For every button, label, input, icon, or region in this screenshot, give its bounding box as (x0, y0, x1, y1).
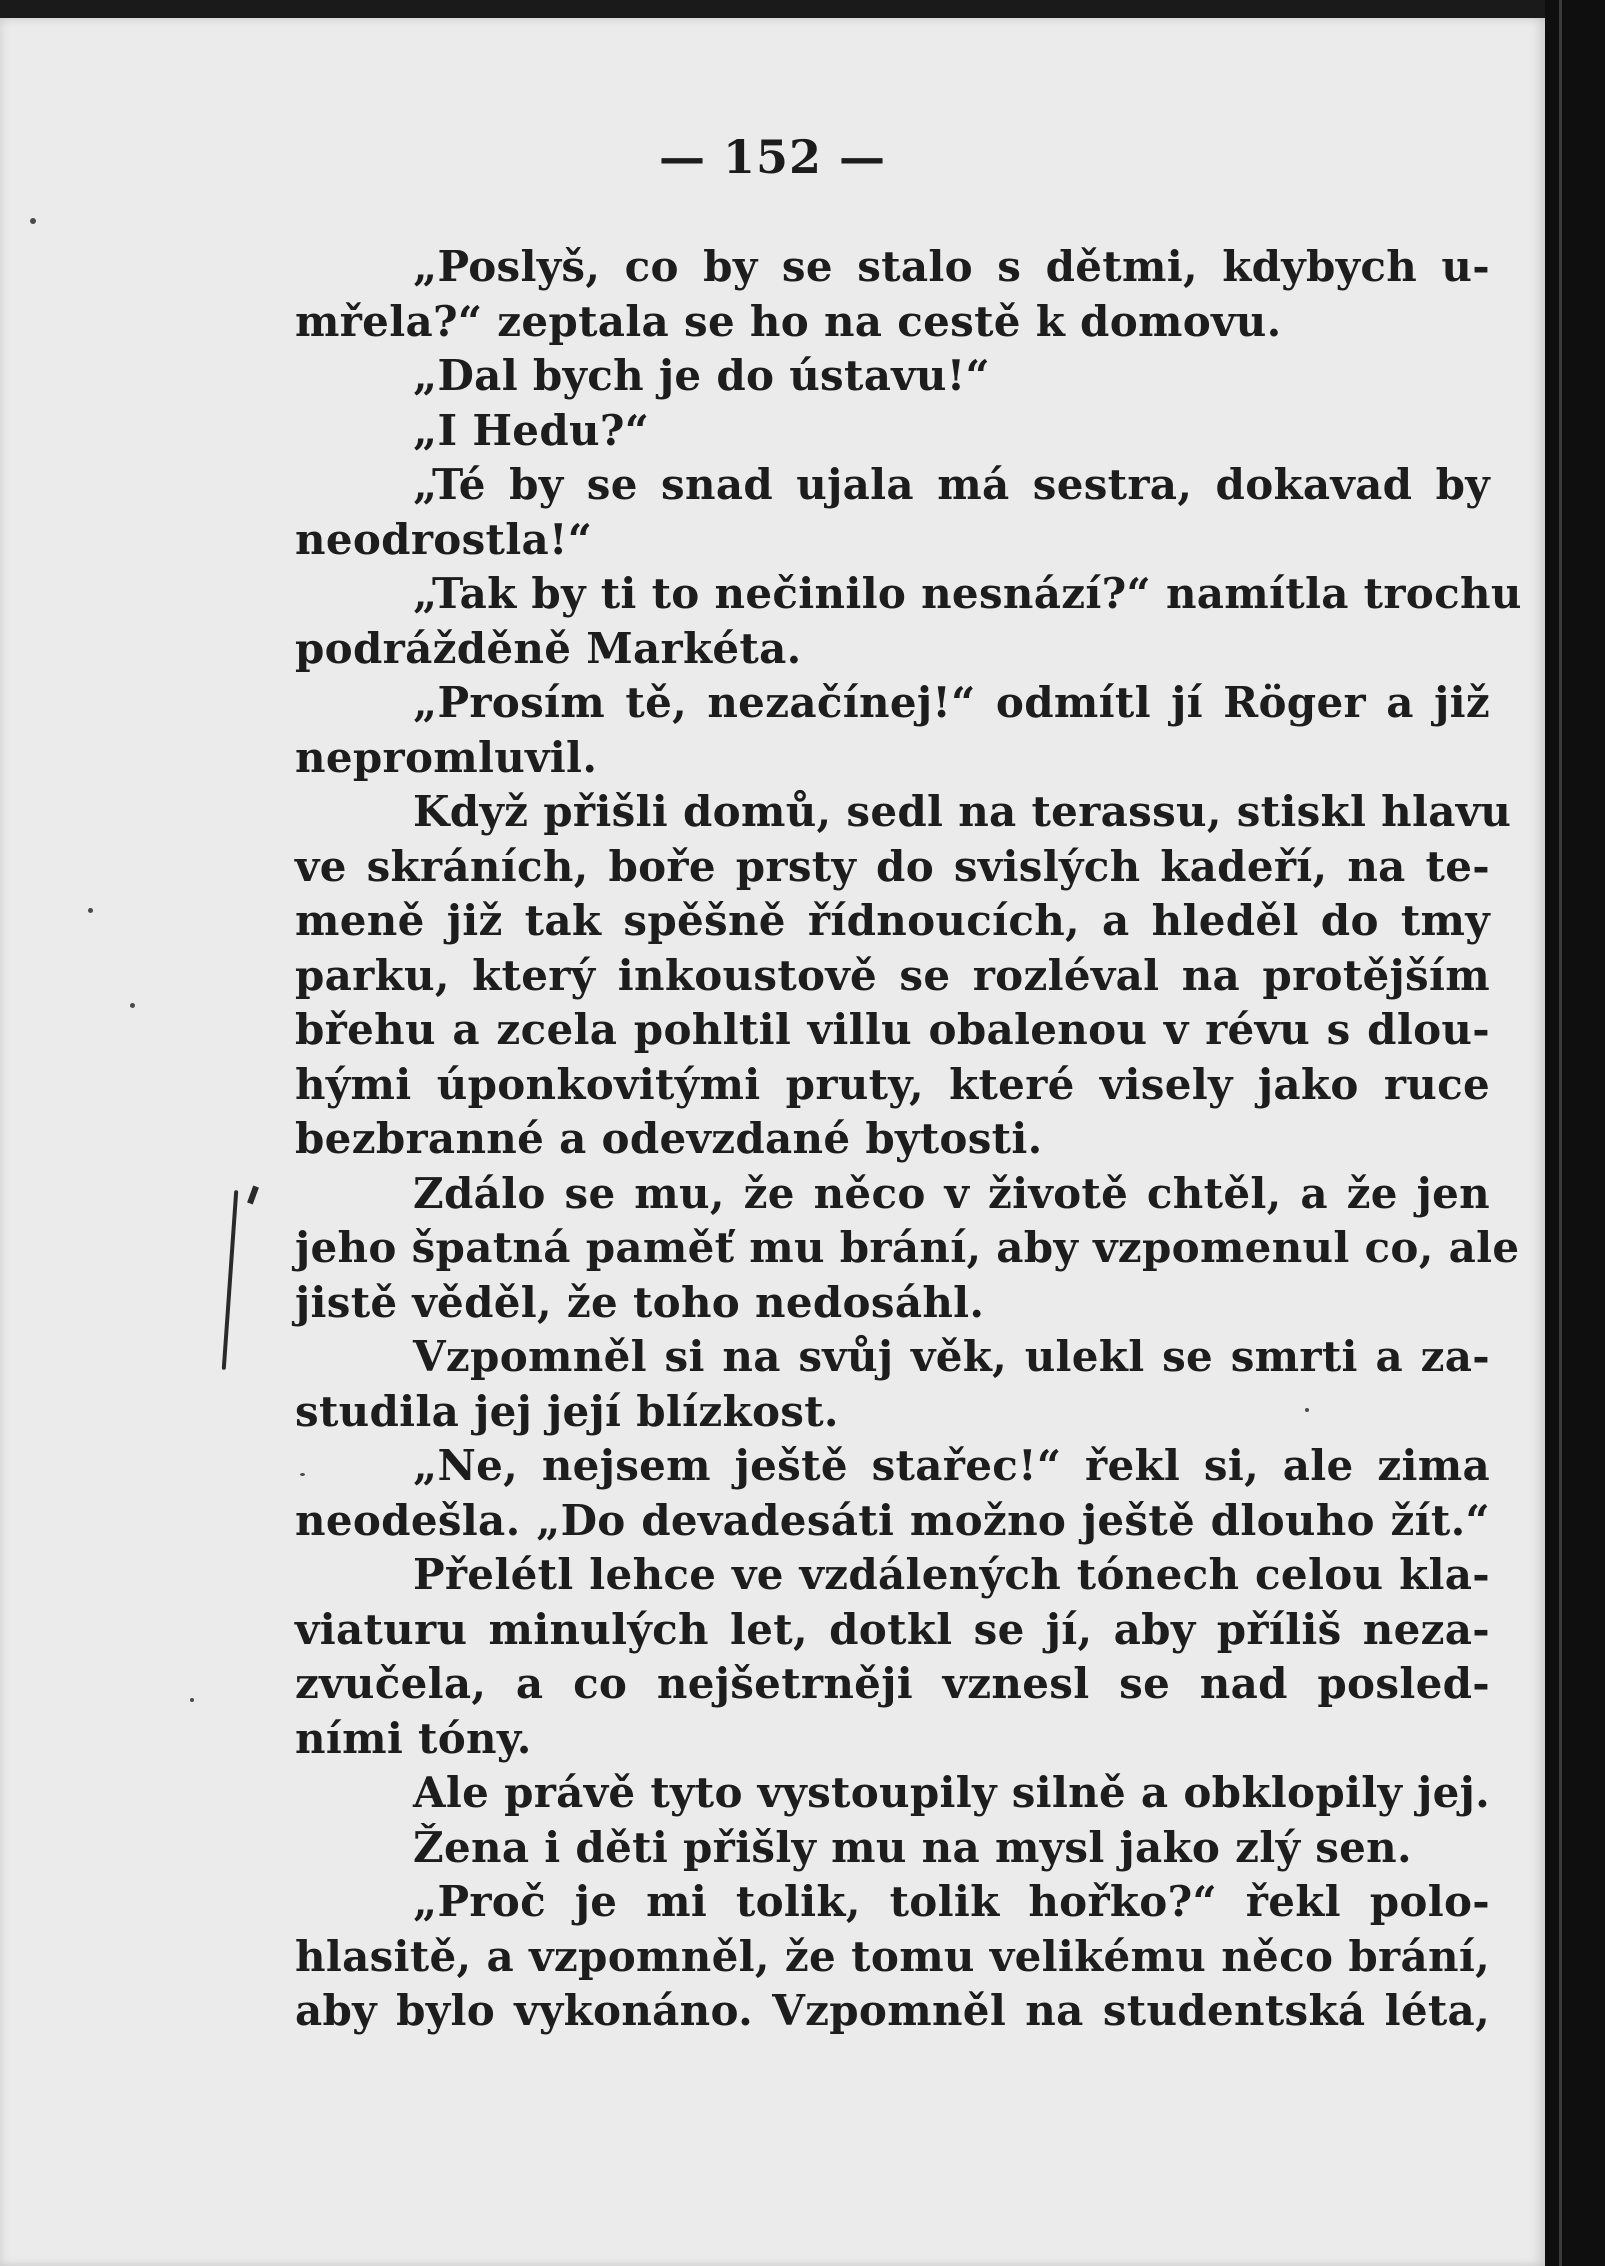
scan-right-edge (1545, 0, 1605, 2266)
text-line: „Prosím tě, nezačínej!“ odmítl jí Röger a již (413, 678, 1490, 727)
text-line: jeho špatná paměť mu brání, aby vzpomenul co, ale (295, 1223, 1520, 1272)
paper-speck (300, 1473, 305, 1476)
text-line: meně již tak spěšně řídnoucích, a hleděl do tmy (295, 896, 1490, 945)
text-line: hlasitě, a vzpomněl, že tomu velikému něco brání, (295, 1931, 1490, 1981)
text-line: „Ne, nejsem ještě stařec!“ řekl si, ale zima (413, 1441, 1490, 1490)
paper-speck (130, 1003, 135, 1008)
text-line: „I Hedu?“ (413, 405, 650, 455)
paper-speck (1305, 1408, 1309, 1412)
page-gutter-line (1559, 0, 1562, 2266)
text-line: Žena i děti přišly mu na mysl jako zlý sen. (413, 1822, 1412, 1872)
paper-speck (190, 1698, 194, 1702)
text-line: Ale právě tyto vystoupily silně a obklopily jej. (413, 1768, 1491, 1817)
text-line: břehu a zcela pohltil villu obalenou v révu s dlou- (295, 1005, 1490, 1054)
margin-pencil-tick (247, 1186, 259, 1205)
text-line: hými úponkovitými pruty, které visely jako ruce (295, 1059, 1490, 1109)
scan-top-edge (0, 0, 1605, 18)
text-line: „Tak by ti to nečinilo nesnází?“ namítla trochu (413, 569, 1522, 618)
margin-pencil-mark (222, 1190, 239, 1370)
text-line: aby bylo vykonáno. Vzpomněl na studentská léta, (295, 1986, 1490, 2035)
text-line: viaturu minulých let, dotkl se jí, aby příliš neza- (295, 1604, 1490, 1654)
text-line: „Proč je mi tolik, tolik hořko?“ řekl polo- (413, 1877, 1490, 1926)
paper-speck (88, 908, 93, 913)
text-line: zvučela, a co nejšetrněji vznesl se nad posled- (295, 1659, 1490, 1708)
body-text (295, 240, 1522, 2039)
paper-speck (30, 218, 36, 224)
text-line: Zdálo se mu, že něco v životě chtěl, a že jen (413, 1168, 1490, 1218)
text-line: „Dal bych je do ústavu!“ (413, 351, 990, 400)
text-line: studila jej její blízkost. (295, 1386, 839, 1436)
text-line: jistě věděl, že toho nedosáhl. (295, 1277, 985, 1327)
text-line: Když přišli domů, sedl na terassu, stiskl hlavu (413, 787, 1512, 836)
book-page (0, 18, 1545, 2266)
text-line: bezbranné a odevzdané bytosti. (295, 1114, 1043, 1163)
text-line: ve skráních, boře prsty do svislých kadeří, na te- (295, 841, 1490, 891)
text-line: nepromluvil. (295, 732, 598, 782)
text-line: ními tóny. (295, 1713, 532, 1763)
text-line: neodešla. „Do devadesáti možno ještě dlouho žít.“ (295, 1495, 1490, 1545)
text-line: mřela?“ zeptala se ho na cestě k domovu. (295, 296, 1282, 346)
text-line: Přelétl lehce ve vzdálených tónech celou kla- (413, 1550, 1490, 1599)
text-line: „Poslyš, co by se stalo s dětmi, kdybych u- (413, 242, 1490, 291)
text-line: parku, který inkoustově se rozléval na protějším (295, 950, 1490, 1000)
text-line: „Té by se snad ujala má sestra, dokavad by (413, 460, 1490, 509)
text-line: neodrostla!“ (295, 514, 593, 564)
text-line: Vzpomněl si na svůj věk, ulekl se smrti a za- (413, 1332, 1490, 1381)
text-line: podrážděně Markéta. (295, 623, 802, 673)
page-number: — 152 — (658, 130, 887, 184)
